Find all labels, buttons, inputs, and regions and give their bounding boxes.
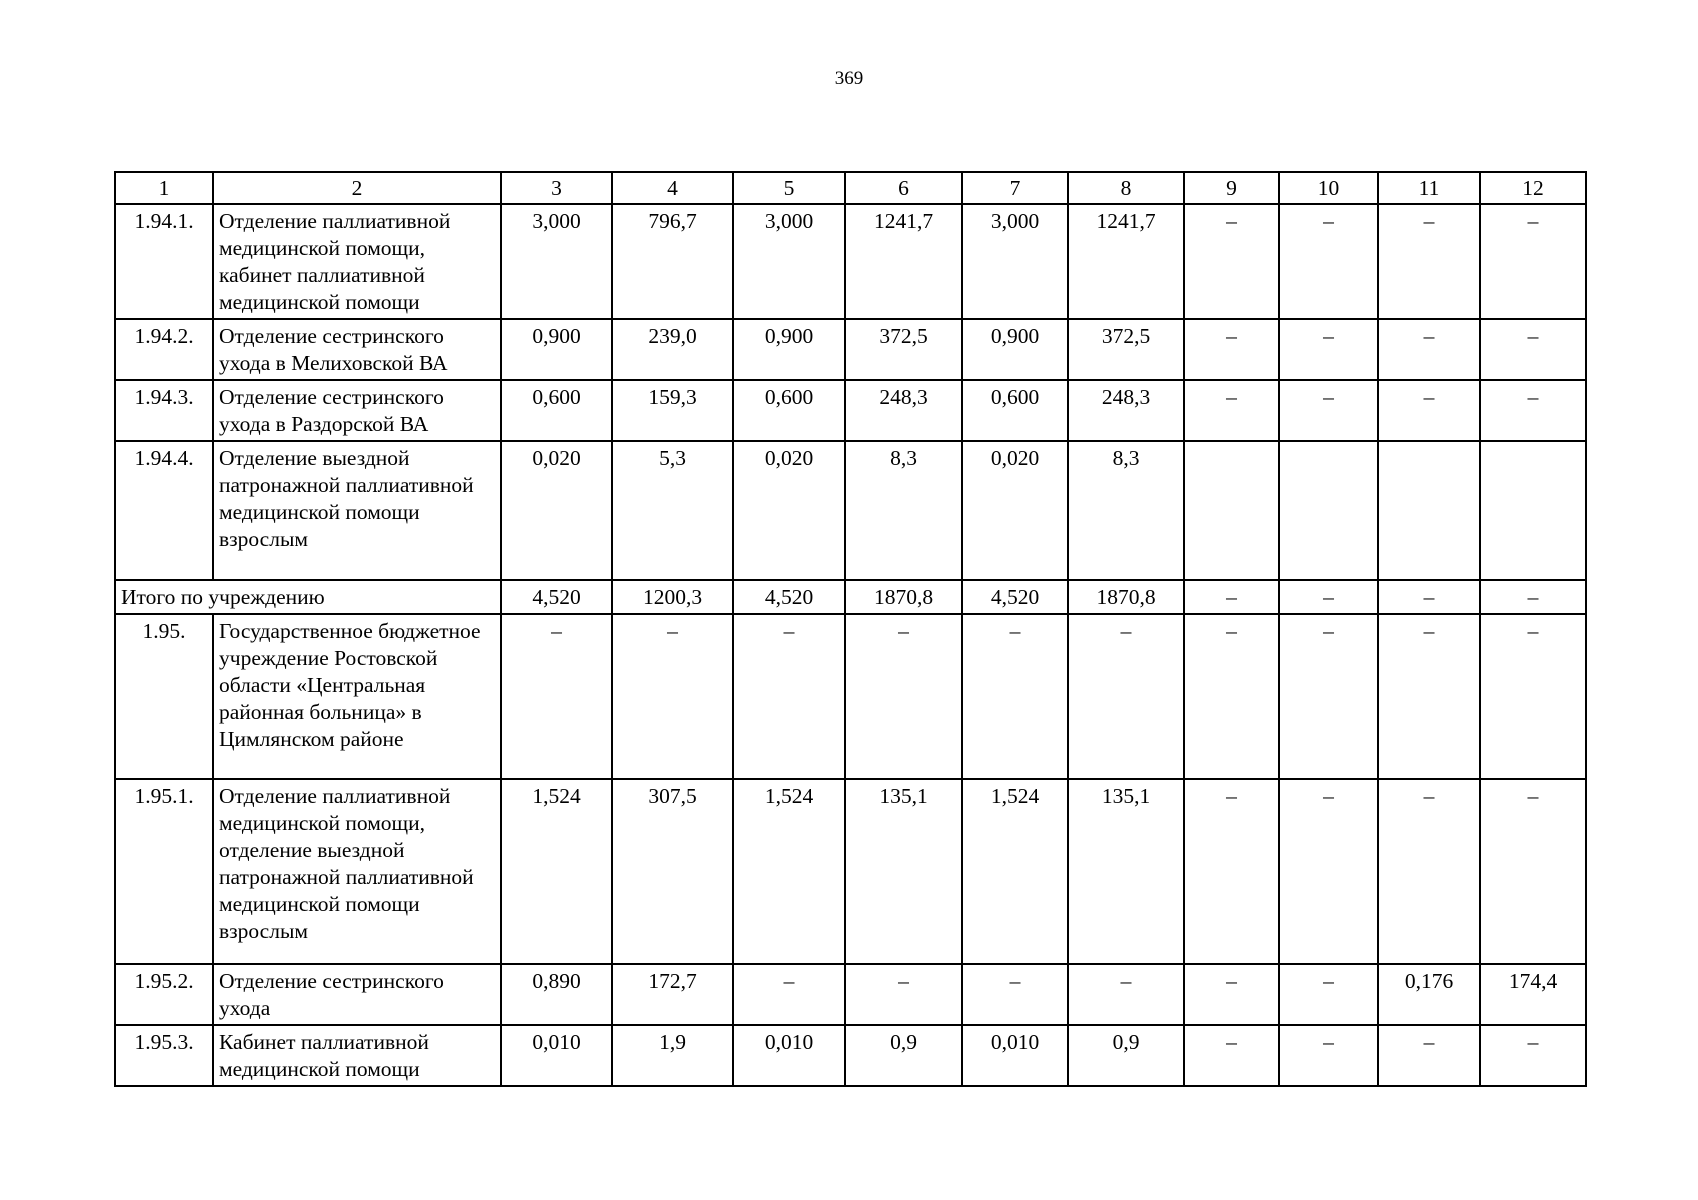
row-number: 1.94.4.: [115, 441, 213, 580]
row-number: 1.95.: [115, 614, 213, 779]
value-cell: –: [1279, 204, 1378, 319]
column-header: 1: [115, 172, 213, 204]
column-header: 12: [1480, 172, 1586, 204]
value-cell: 248,3: [1068, 380, 1184, 441]
value-cell: 0,176: [1378, 964, 1480, 1025]
value-cell: 3,000: [733, 204, 845, 319]
table-row: [115, 380, 1586, 441]
data-table: [114, 171, 1587, 1087]
value-cell: 372,5: [845, 319, 962, 380]
value-cell: 4,520: [962, 580, 1068, 614]
value-cell: –: [1184, 380, 1279, 441]
value-cell: –: [1279, 380, 1378, 441]
value-cell: 0,020: [733, 441, 845, 580]
value-cell: 1870,8: [845, 580, 962, 614]
row-number: 1.94.2.: [115, 319, 213, 380]
value-cell: –: [962, 964, 1068, 1025]
page-number: 369: [834, 68, 864, 89]
value-cell: –: [1480, 204, 1586, 319]
value-cell: –: [1480, 580, 1586, 614]
column-header: 8: [1068, 172, 1184, 204]
table-row: [115, 614, 1586, 779]
value-cell: –: [1480, 614, 1586, 779]
value-cell: –: [1068, 964, 1184, 1025]
value-cell: 1,524: [962, 779, 1068, 964]
value-cell: –: [501, 614, 612, 779]
value-cell: 0,600: [962, 380, 1068, 441]
value-cell: 0,600: [733, 380, 845, 441]
value-cell: –: [1480, 319, 1586, 380]
value-cell: –: [1184, 1025, 1279, 1086]
table-body: [115, 172, 1586, 1086]
value-cell: 0,9: [845, 1025, 962, 1086]
value-cell: –: [612, 614, 733, 779]
value-cell: –: [962, 614, 1068, 779]
value-cell: –: [1184, 319, 1279, 380]
value-cell: –: [1378, 1025, 1480, 1086]
value-cell: 8,3: [845, 441, 962, 580]
row-number: 1.95.1.: [115, 779, 213, 964]
row-name: Отделение выездной патронажной паллиативной медицинской помощи взрослым: [213, 441, 501, 580]
value-cell: –: [1184, 204, 1279, 319]
value-cell: –: [1378, 779, 1480, 964]
value-cell: –: [733, 614, 845, 779]
value-cell: 0,900: [733, 319, 845, 380]
value-cell: –: [733, 964, 845, 1025]
table-row: [115, 1025, 1586, 1086]
value-cell: 1241,7: [845, 204, 962, 319]
value-cell: –: [1279, 1025, 1378, 1086]
value-cell: 174,4: [1480, 964, 1586, 1025]
header-row: [115, 172, 1586, 204]
row-name: Отделение паллиативной медицинской помощи, отделение выездной патронажной паллиативной медицинской помощи взрослым: [213, 779, 501, 964]
value-cell: [1279, 441, 1378, 580]
value-cell: 3,000: [962, 204, 1068, 319]
value-cell: 796,7: [612, 204, 733, 319]
value-cell: –: [1480, 1025, 1586, 1086]
value-cell: 1200,3: [612, 580, 733, 614]
value-cell: –: [1378, 380, 1480, 441]
value-cell: 0,900: [962, 319, 1068, 380]
table-row: [115, 441, 1586, 580]
value-cell: –: [1378, 319, 1480, 380]
value-cell: 0,010: [733, 1025, 845, 1086]
value-cell: –: [1279, 580, 1378, 614]
value-cell: 135,1: [1068, 779, 1184, 964]
column-header: 11: [1378, 172, 1480, 204]
value-cell: 248,3: [845, 380, 962, 441]
value-cell: –: [1378, 204, 1480, 319]
row-name: Государственное бюджетное учреждение Ростовской области «Центральная районная больница» в Цимлянском районе: [213, 614, 501, 779]
value-cell: 159,3: [612, 380, 733, 441]
column-header: 3: [501, 172, 612, 204]
value-cell: –: [1279, 319, 1378, 380]
value-cell: 1,524: [501, 779, 612, 964]
table-row: [115, 204, 1586, 319]
value-cell: –: [1184, 964, 1279, 1025]
value-cell: –: [1480, 380, 1586, 441]
row-name: Отделение сестринского ухода: [213, 964, 501, 1025]
value-cell: –: [1279, 779, 1378, 964]
value-cell: [1184, 441, 1279, 580]
value-cell: 4,520: [733, 580, 845, 614]
column-header: 10: [1279, 172, 1378, 204]
total-row: [115, 580, 1586, 614]
value-cell: 8,3: [1068, 441, 1184, 580]
value-cell: 0,020: [501, 441, 612, 580]
value-cell: 1241,7: [1068, 204, 1184, 319]
value-cell: 3,000: [501, 204, 612, 319]
value-cell: –: [1480, 779, 1586, 964]
row-number: 1.94.1.: [115, 204, 213, 319]
value-cell: –: [845, 964, 962, 1025]
value-cell: [1378, 441, 1480, 580]
value-cell: –: [1184, 779, 1279, 964]
value-cell: 0,010: [501, 1025, 612, 1086]
row-number: 1.95.2.: [115, 964, 213, 1025]
table-row: [115, 779, 1586, 964]
value-cell: –: [1068, 614, 1184, 779]
value-cell: –: [1378, 580, 1480, 614]
value-cell: –: [1184, 580, 1279, 614]
row-name: Отделение сестринского ухода в Раздорской ВА: [213, 380, 501, 441]
value-cell: 0,020: [962, 441, 1068, 580]
value-cell: 0,900: [501, 319, 612, 380]
value-cell: 0,600: [501, 380, 612, 441]
row-number: 1.95.3.: [115, 1025, 213, 1086]
value-cell: 239,0: [612, 319, 733, 380]
row-name: Отделение паллиативной медицинской помощи, кабинет паллиативной медицинской помощи: [213, 204, 501, 319]
value-cell: 0,9: [1068, 1025, 1184, 1086]
column-header: 5: [733, 172, 845, 204]
column-header: 6: [845, 172, 962, 204]
column-header: 4: [612, 172, 733, 204]
value-cell: 172,7: [612, 964, 733, 1025]
column-header: 7: [962, 172, 1068, 204]
value-cell: 372,5: [1068, 319, 1184, 380]
value-cell: [1480, 441, 1586, 580]
value-cell: 4,520: [501, 580, 612, 614]
value-cell: 1,524: [733, 779, 845, 964]
value-cell: –: [1184, 614, 1279, 779]
value-cell: 135,1: [845, 779, 962, 964]
value-cell: 1,9: [612, 1025, 733, 1086]
value-cell: 0,890: [501, 964, 612, 1025]
column-header: 9: [1184, 172, 1279, 204]
row-name: Кабинет паллиативной медицинской помощи: [213, 1025, 501, 1086]
total-label: Итого по учреждению: [115, 580, 213, 614]
value-cell: –: [1279, 614, 1378, 779]
table-row: [115, 319, 1586, 380]
value-cell: 0,010: [962, 1025, 1068, 1086]
value-cell: 1870,8: [1068, 580, 1184, 614]
row-name: Отделение сестринского ухода в Мелиховской ВА: [213, 319, 501, 380]
value-cell: –: [1279, 964, 1378, 1025]
value-cell: –: [1378, 614, 1480, 779]
value-cell: 5,3: [612, 441, 733, 580]
column-header: 2: [213, 172, 501, 204]
value-cell: –: [845, 614, 962, 779]
row-number: 1.94.3.: [115, 380, 213, 441]
table-row: [115, 964, 1586, 1025]
value-cell: 307,5: [612, 779, 733, 964]
